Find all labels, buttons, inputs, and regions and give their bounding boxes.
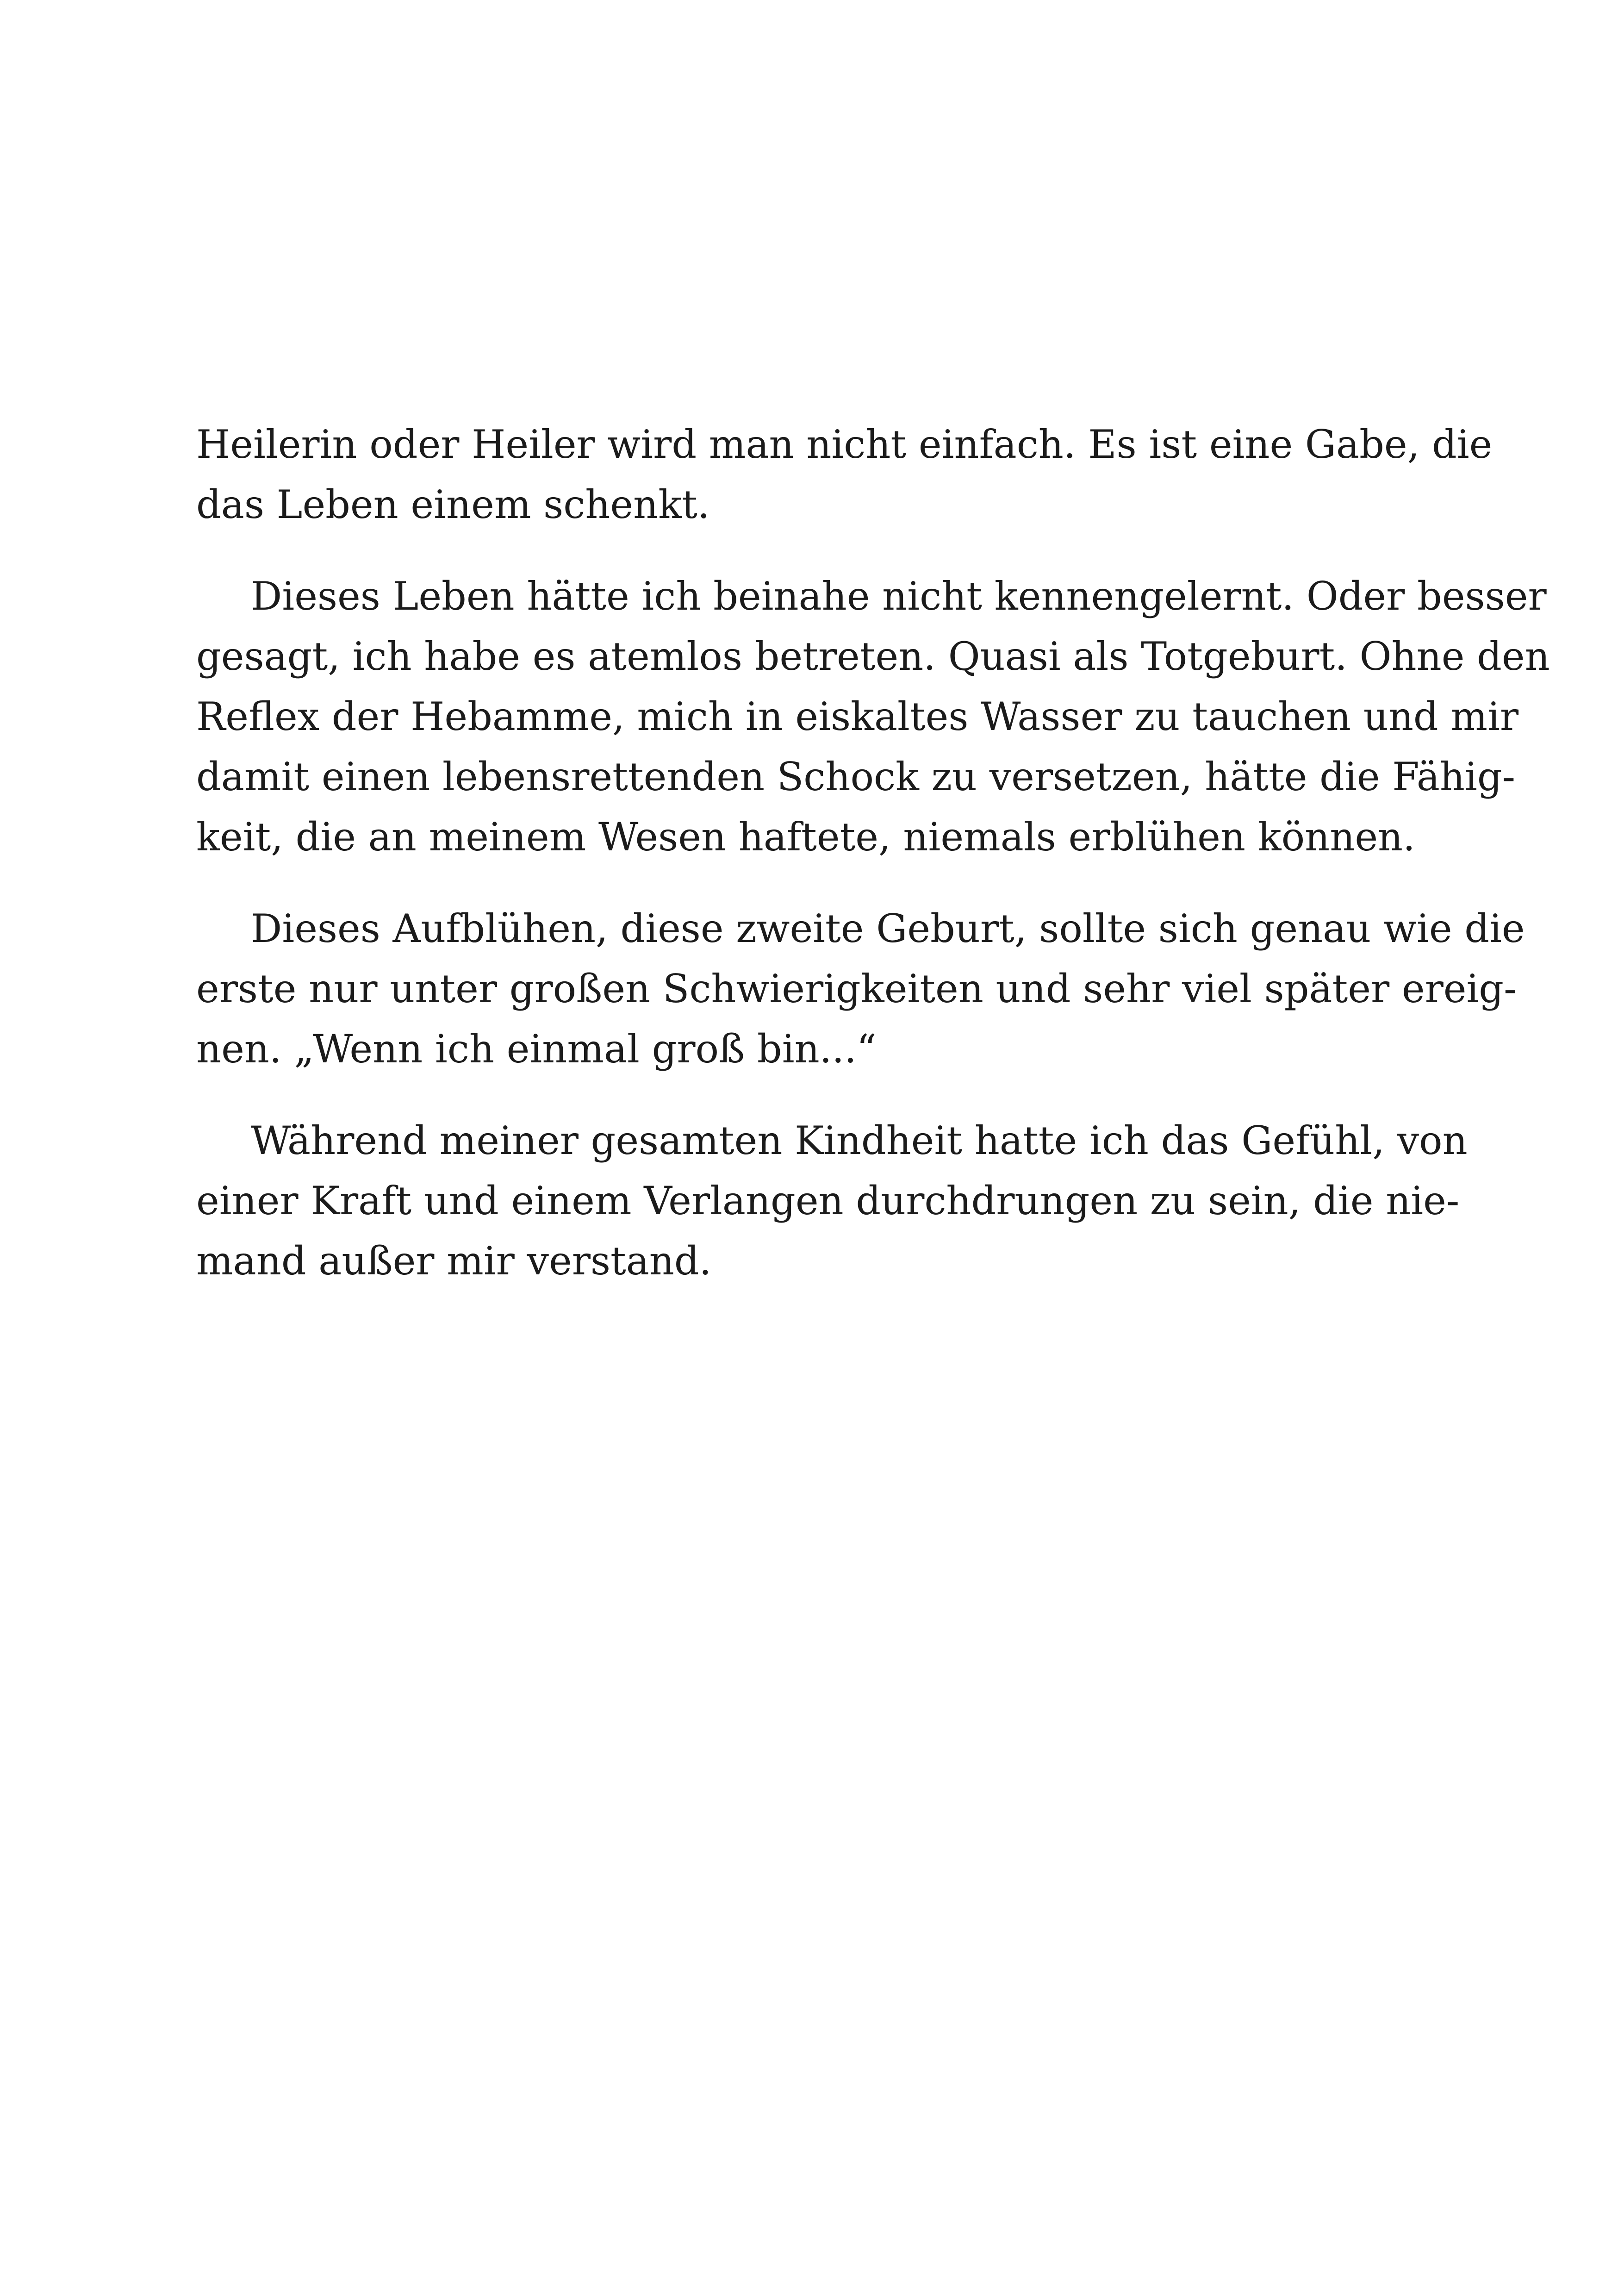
text-line: gesagt, ich habe es atemlos betreten. Quasi als Totgeburt. Ohne den (196, 634, 1550, 679)
text-line: Während meiner gesamten Kindheit hatte ich das Gefühl, von (251, 1118, 1468, 1163)
paragraph-2 (196, 566, 1550, 867)
text-line: damit einen lebensrettenden Schock zu versetzen, hätte die Fähig- (196, 754, 1516, 799)
text-line: das Leben einem schenkt. (196, 482, 710, 527)
text-line: Heilerin oder Heiler wird man nicht einfach. Es ist eine Gabe, die (196, 422, 1493, 467)
text-line: nen. „Wenn ich einmal groß bin...“ (196, 1026, 877, 1072)
text-line: keit, die an meinem Wesen haftete, niemals erblühen können. (196, 814, 1415, 860)
text-line: Dieses Leben hätte ich beinahe nicht kennengelernt. Oder besser (251, 574, 1547, 619)
text-line: Dieses Aufblühen, diese zweite Geburt, sollte sich genau wie die (251, 906, 1525, 951)
paragraph-1 (196, 414, 1493, 535)
paragraph-3 (196, 898, 1525, 1079)
text-line: Reflex der Hebamme, mich in eiskaltes Wasser zu tauchen und mir (196, 694, 1519, 739)
text-line: einer Kraft und einem Verlangen durchdrungen zu sein, die nie- (196, 1178, 1460, 1223)
text-line: mand außer mir verstand. (196, 1238, 712, 1284)
paragraph-4 (196, 1111, 1468, 1291)
text-line: erste nur unter großen Schwierigkeiten und sehr viel später ereig- (196, 966, 1517, 1011)
body-text (196, 414, 1550, 1323)
